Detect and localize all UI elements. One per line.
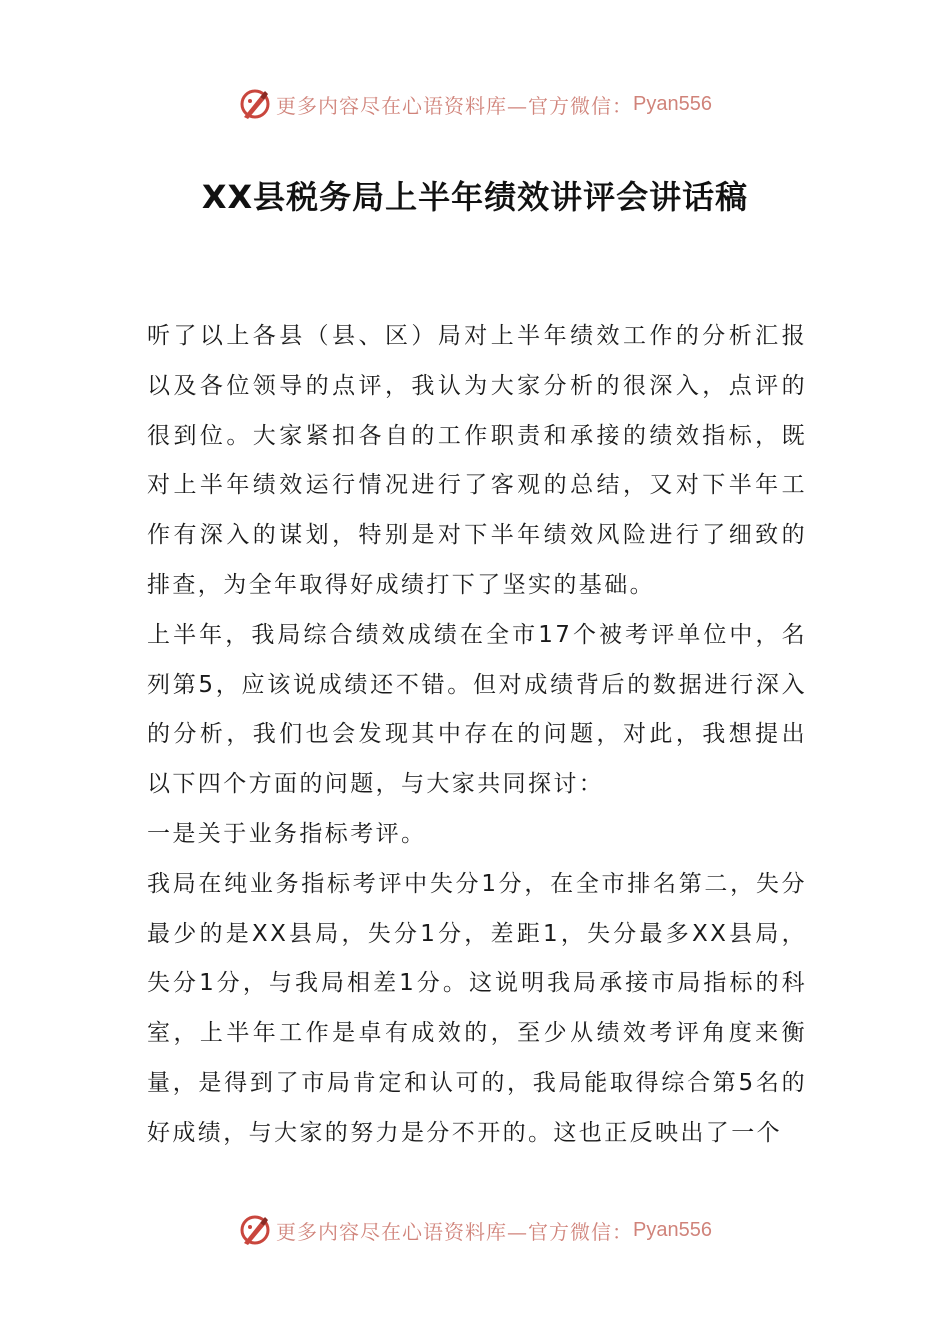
pen-seal-icon xyxy=(238,87,272,121)
document-body xyxy=(147,312,807,1159)
footer-watermark xyxy=(0,1210,950,1250)
watermark-wechat-id: Pyan556 xyxy=(633,92,712,115)
paragraph: 听了以上各县（县、区）局对上半年绩效工作的分析汇报以及各位领导的点评，我认为大家分析的很深入，点评的很到位。大家紧扣各自的工作职责和承接的绩效指标，既对上半年绩效运行情况进行了客观的总结，又对下半年工作有深入的谋划，特别是对下半年绩效风险进行了细致的排查，为全年取得好成绩打下了坚实的基础。 xyxy=(147,323,807,598)
watermark-text: 更多内容尽在心语资料库—官方微信： xyxy=(276,1219,634,1244)
document-title: XX县税务局上半年绩效讲评会讲话稿 xyxy=(201,178,749,216)
watermark-wechat-id: Pyan556 xyxy=(633,1218,712,1241)
header-watermark xyxy=(0,84,950,124)
pen-seal-icon xyxy=(238,1213,272,1247)
watermark-text: 更多内容尽在心语资料库—官方微信： xyxy=(276,93,634,118)
paragraph: 我局在纯业务指标考评中失分1分，在全市排名第二，失分最少的是XX县局，失分1分，差距1，失分最多XX县局，失分1分，与我局相差1分。这说明我局承接市局指标的科室，上半年工作是卓有成效的，至少从绩效考评角度来衡量，是得到了市局肯定和认可的，我局能取得综合第5名的好成绩，与大家的努力是分不开的。这也正反映出了一个 xyxy=(147,870,807,1146)
paragraph: 上半年，我局综合绩效成绩在全市17个被考评单位中，名列第5，应该说成绩还不错。但对成绩背后的数据进行深入的分析，我们也会发现其中存在的问题，对此，我想提出以下四个方面的问题，与大家共同探讨： xyxy=(147,621,807,798)
paragraph: 一是关于业务指标考评。 xyxy=(147,820,427,847)
